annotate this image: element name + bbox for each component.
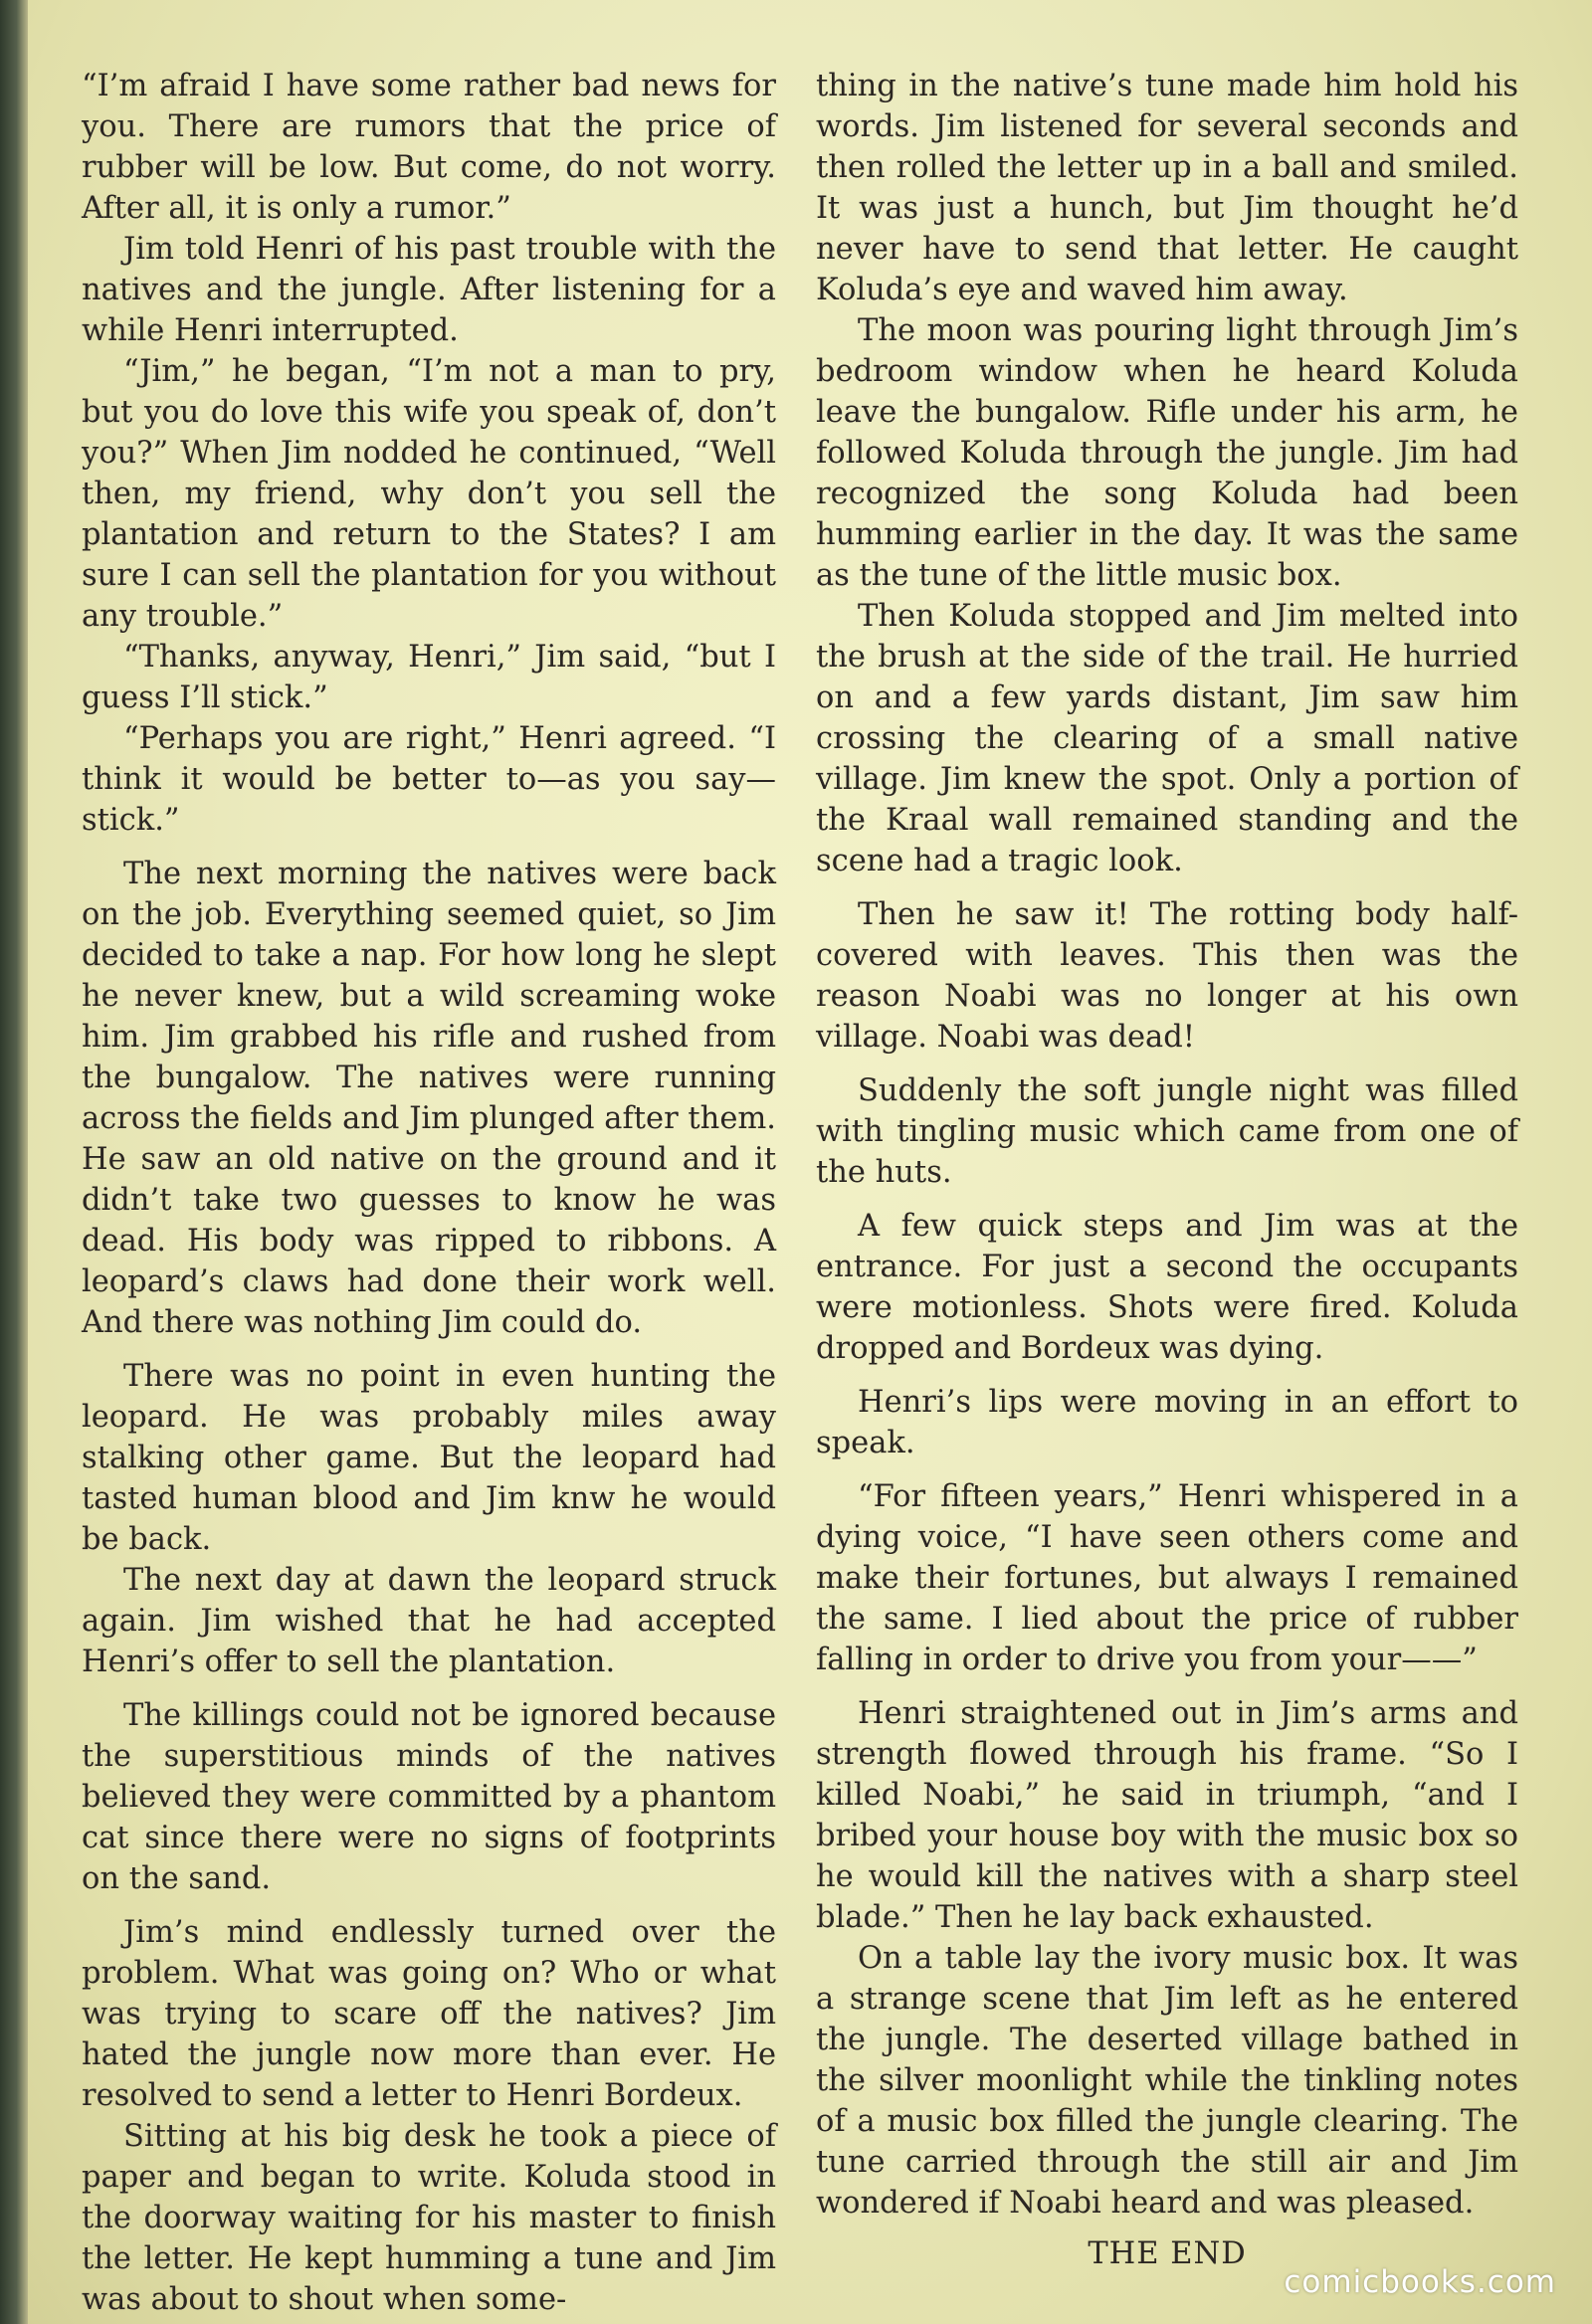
paragraph: A few quick steps and Jim was at the entrance. For just a second the occupants were motionless. Shots were fired. Koluda dropped and Bordeux was dying.: [816, 1209, 1518, 1366]
paragraph: There was no point in even hunting the leopard. He was probably miles away stalking other game. But the leopard had tasted human blood and Jim knw he would be back.: [82, 1359, 776, 1557]
paragraph: Henri’s lips were moving in an effort to speak.: [816, 1385, 1518, 1460]
paragraph: The moon was pouring light through Jim’s bedroom window when he heard Koluda leave the bungalow. Rifle under his arm, he followed Koluda through the jungle. Jim had recognized the song Koluda had been humming earlier in the day. It was the same as the tune of the little music box.: [816, 313, 1518, 593]
the-end-label: THE END: [1088, 2236, 1247, 2271]
paragraph: “Perhaps you are right,” Henri agreed. “I think it would be better to—as you say—stick.”: [82, 721, 776, 838]
paragraph: Sitting at his big desk he took a piece of paper and began to write. Koluda stood in the doorway waiting for his master to finish the letter. He kept humming a tune and Jim was about to shout when some-: [82, 2119, 776, 2317]
paragraph: “I’m afraid I have some rather bad news for you. There are rumors that the price of rubber will be low. But come, do not worry. After all, it is only a rumor.”: [82, 69, 776, 226]
paragraph: Jim told Henri of his past trouble with the natives and the jungle. After listening for a while Henri interrupted.: [82, 232, 776, 348]
paragraph: thing in the native’s tune made him hold his words. Jim listened for several seconds and then rolled the letter up in a ball and smiled. It was just a hunch, but Jim thought he’d never have to send that letter. He caught Koluda’s eye and waved him away.: [816, 69, 1518, 307]
right-text-column: [816, 66, 1518, 2274]
paragraph: Then he saw it! The rotting body half-covered with leaves. This then was the reason Noabi was no longer at his own village. Noabi was dead!: [816, 897, 1518, 1055]
paragraph: “Thanks, anyway, Henri,” Jim said, “but I guess I’ll stick.”: [82, 640, 776, 715]
paragraph: The killings could not be ignored because the superstitious minds of the natives believed they were committed by a phantom cat since there were no signs of footprints on the sand.: [82, 1698, 776, 1896]
left-text-column: [82, 66, 776, 2320]
paragraph: Henri straightened out in Jim’s arms and strength flowed through his frame. “So I killed Noabi,” he said in triumph, “and I bribed your house boy with the music box so he would kill the natives with a sharp steel blade.” Then he lay back exhausted.: [816, 1696, 1518, 1935]
paragraph: On a table lay the ivory music box. It was a strange scene that Jim left as he entered the jungle. The deserted village bathed in the silver moonlight while the tinkling notes of a music box filled the jungle clearing. The tune carried through the still air and Jim wondered if Noabi heard and was pleased.: [816, 1941, 1518, 2221]
paragraph: The next morning the natives were back on the job. Everything seemed quiet, so Jim decided to take a nap. For how long he slept he never knew, but a wild screaming woke him. Jim grabbed his rifle and rushed from the bungalow. The natives were running across the fields and Jim plunged after them. He saw an old native on the ground and it didn’t take two guesses to know he was dead. His body was ripped to ribbons. A leopard’s claws had done their work well. And there was nothing Jim could do.: [82, 857, 776, 1340]
watermark: comicbooks.com: [1284, 2264, 1556, 2300]
page-binding-edge: [0, 0, 28, 2324]
paragraph: Suddenly the soft jungle night was filled with tingling music which came from one of the huts.: [816, 1073, 1518, 1190]
paragraph: Then Koluda stopped and Jim melted into the brush at the side of the trail. He hurried on and a few yards distant, Jim saw him crossing the clearing of a small native village. Jim knew the spot. Only a portion of the Kraal wall remained standing and the scene had a tragic look.: [816, 599, 1518, 878]
paragraph: Jim’s mind endlessly turned over the problem. What was going on? Who or what was trying to scare off the natives? Jim hated the jungle now more than ever. He resolved to send a letter to Henri Bordeux.: [82, 1915, 776, 2113]
paragraph: “For fifteen years,” Henri whispered in a dying voice, “I have seen others come and make their fortunes, but always I remained the same. I lied about the price of rubber falling in order to drive you from your——”: [816, 1479, 1518, 1677]
paragraph: “Jim,” he began, “I’m not a man to pry, but you do love this wife you speak of, don’t you?” When Jim nodded he continued, “Well then, my friend, why don’t you sell the plantation and return to the States? I am sure I can sell the plantation for you without any trouble.”: [82, 354, 776, 634]
paragraph: The next day at dawn the leopard struck again. Jim wished that he had accepted Henri’s offer to sell the plantation.: [82, 1563, 776, 1679]
